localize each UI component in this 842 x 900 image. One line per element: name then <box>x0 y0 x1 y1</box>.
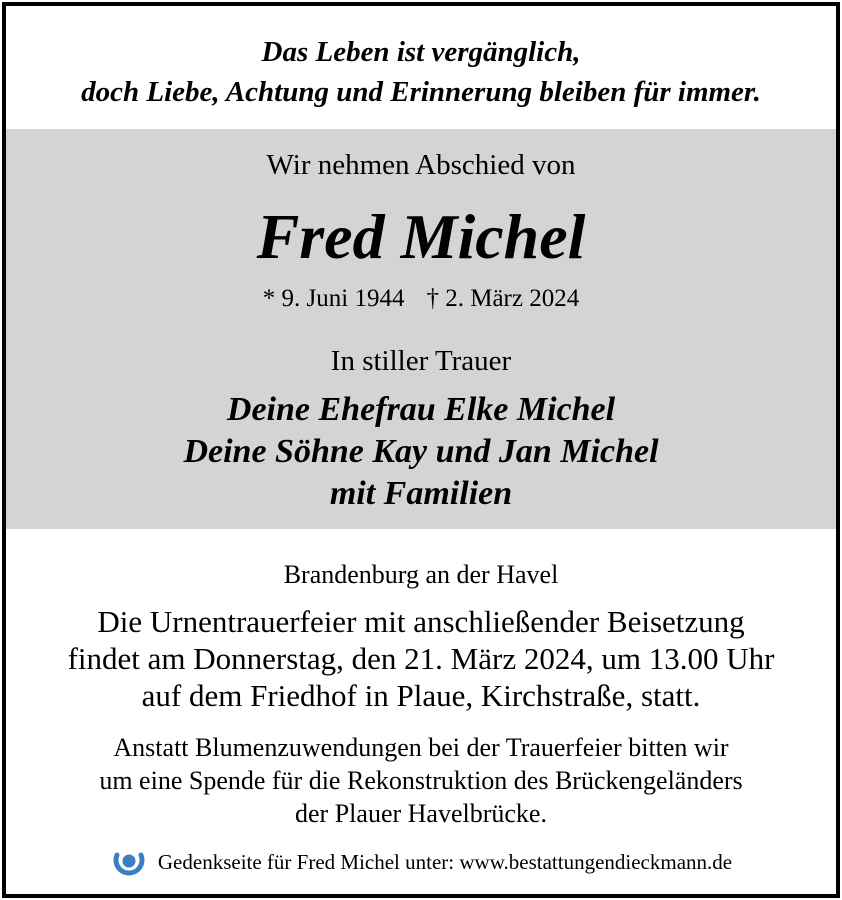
mourners-list <box>6 389 836 515</box>
memorial-page-info <box>6 844 836 880</box>
request-line: der Plauer Havelbrücke. <box>295 799 547 828</box>
funeral-home-logo-icon <box>110 843 148 881</box>
donation-request <box>6 731 836 830</box>
deceased-name: Fred Michel <box>256 201 586 272</box>
life-dates <box>6 283 836 315</box>
request-line: Anstatt Blumenzuwendungen bei der Trauerfeier bitten wir <box>113 733 729 762</box>
motto <box>6 32 836 112</box>
obituary-notice <box>2 2 840 898</box>
mourning-label: In stiller Trauer <box>330 345 512 377</box>
place-text: Brandenburg an der Havel <box>283 560 559 589</box>
ceremony-details <box>6 603 836 714</box>
motto-line: Das Leben ist vergänglich, <box>261 36 581 68</box>
mourner-line: Deine Ehefrau Elke Michel <box>226 391 616 428</box>
motto-line: doch Liebe, Achtung und Erinnerung bleiben für immer. <box>81 76 761 108</box>
mourner-line: mit Familien <box>329 475 513 512</box>
request-line: um eine Spende für die Rekonstruktion des Brückengeländers <box>99 766 743 795</box>
death-date: † 2. März 2024 <box>426 285 580 312</box>
ceremony-line: Die Urnentrauerfeier mit anschließender Beisetzung <box>97 604 745 639</box>
intro-text: Wir nehmen Abschied von <box>266 149 576 181</box>
memorial-link-text[interactable]: Gedenkseite für Fred Michel unter: www.bestattungendieckmann.de <box>157 849 733 874</box>
announcement-panel <box>6 129 836 529</box>
ceremony-line: findet am Donnerstag, den 21. März 2024, um 13.00 Uhr <box>67 641 775 676</box>
mourner-line: Deine Söhne Kay und Jan Michel <box>183 433 659 470</box>
ceremony-line: auf dem Friedhof in Plaue, Kirchstraße, statt. <box>141 678 701 713</box>
birth-date: * 9. Juni 1944 <box>262 285 405 312</box>
